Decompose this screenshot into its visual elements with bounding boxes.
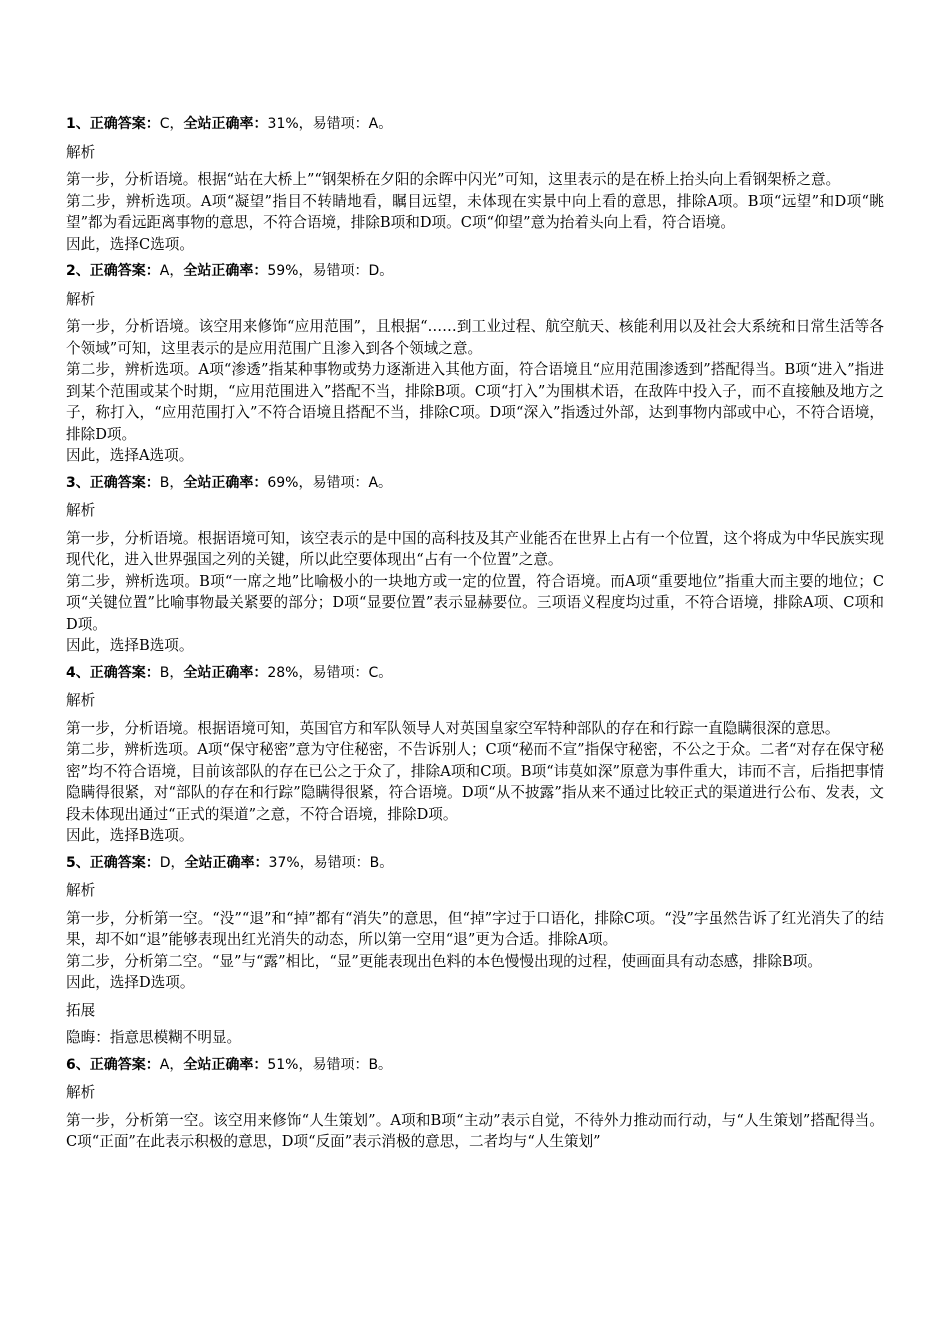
answer-header: 2、正确答案：A，全站正确率：59%，易错项：D。: [66, 263, 394, 279]
extension-label: 拓展: [66, 1001, 96, 1019]
conclusion: 因此，选择B选项。: [66, 827, 194, 844]
analysis-label: 解析: [66, 502, 96, 519]
analysis-paragraph: 第一步，分析第一空。该空用来修饰“人生策划”。A项和B项“主动”表示自觉，不待外力推动而行动，与“人生策划”搭配得当。C项“正面”在此表示积极的意思，D项“反面”表示消极的意思，二者均与“人生策划”: [66, 1111, 884, 1150]
analysis-paragraph: 第二步，辨析选项。A项“渗透”指某种事物或势力逐渐进入其他方面，符合语境且“应用范围渗透到”搭配得当。B项“进入”指进到某个范围或某个时期，“应用范围进入”搭配不当，排除B项。C项“打入”为围棋术语，在敌阵中投入子，而不直接触及地方之子，称打入，“应用范围打入”不符合语境且搭配不当，排除C项。D项“深入”指透过外部，达到事物内部或中心，不符合语境，排除D项。: [66, 361, 884, 443]
analysis-label: 解析: [66, 882, 96, 899]
question-4: [66, 663, 884, 847]
analysis-paragraph: 第二步，辨析选项。A项“凝望”指目不转睛地看，瞩目远望，未体现在实景中向上看的意思，排除A项。B项“远望”和D项“眺望”都为看远距离事物的意思，不符合语境，排除B项和D项。C项“仰望”意为抬着头向上看，符合语境。: [66, 192, 884, 231]
analysis-paragraph: 第二步，辨析选项。A项“保守秘密”意为守住秘密，不告诉别人；C项“秘而不宣”指保守秘密，不公之于众。二者“对存在保守秘密”均不符合语境，目前该部队的存在已公之于众了，排除A项和C项。B项“讳莫如深”原意为事件重大，讳而不言，后指把事情隐瞒得很紧，对“部队的存在和行踪”隐瞒得很紧，符合语境。D项“从不披露”指从来不通过比较正式的渠道进行公布、发表，文段未体现出通过“正式的渠道”之意，不符合语境，排除D项。: [66, 741, 884, 823]
analysis-label: 解析: [66, 1084, 96, 1101]
analysis-paragraph: 第二步，分析第二空。“显”与“露”相比，“显”更能表现出色料的本色慢慢出现的过程，使画面具有动态感，排除B项。: [66, 952, 822, 970]
analysis-paragraph: 第一步，分析语境。根据语境可知，英国官方和军队领导人对英国皇家空军特种部队的存在和行踪一直隐瞒很深的意思。: [66, 719, 840, 737]
answer-header: 1、正确答案：C，全站正确率：31%，易错项：A。: [66, 116, 393, 132]
analysis-paragraph: 第一步，分析语境。该空用来修饰“应用范围”，且根据“……到工业过程、航空航天、核能利用以及社会大系统和日常生活等各个领域”可知，这里表示的是应用范围广且渗入到各个领域之意。: [66, 318, 884, 357]
conclusion: 因此，选择C选项。: [66, 235, 194, 253]
answer-header: 3、正确答案：B，全站正确率：69%，易错项：A。: [66, 474, 393, 491]
extension-paragraph: 隐晦：指意思模糊不明显。: [66, 1029, 242, 1046]
conclusion: 因此，选择B选项。: [66, 637, 194, 654]
analysis-label: 解析: [66, 290, 96, 308]
question-3: [66, 473, 884, 657]
answer-header: 6、正确答案：A，全站正确率：51%，易错项：B。: [66, 1056, 393, 1073]
conclusion: 因此，选择D选项。: [66, 974, 195, 991]
answer-header: 4、正确答案：B，全站正确率：28%，易错项：C。: [66, 664, 393, 681]
question-5: [66, 853, 884, 1049]
answer-header: 5、正确答案：D，全站正确率：37%，易错项：B。: [66, 854, 394, 871]
analysis-paragraph: 第二步，辨析选项。B项“一席之地”比喻极小的一块地方或一定的位置，符合语境。而A项“重要地位”指重大而主要的地位；C项“关键位置”比喻事物最关紧要的部分；D项“显要位置”表示显赫要位。三项语义程度均过重，不符合语境，排除A项、C项和D项。: [66, 572, 884, 633]
analysis-label: 解析: [66, 143, 96, 161]
question-2: [66, 261, 884, 467]
analysis-paragraph: 第一步，分析语境。根据“站在大桥上”“钢架桥在夕阳的余晖中闪光”可知，这里表示的是在桥上抬头向上看钢架桥之意。: [66, 171, 841, 188]
analysis-paragraph: 第一步，分析第一空。“没”“退”和“掉”都有“消失”的意思，但“掉”字过于口语化，排除C项。“没”字虽然告诉了红光消失了的结果，却不如“退”能够表现出红光消失的动态，所以第一空用“退”更为合适。排除A项。: [66, 909, 884, 948]
analysis-label: 解析: [66, 692, 96, 709]
conclusion: 因此，选择A选项。: [66, 447, 194, 464]
analysis-paragraph: 第一步，分析语境。根据语境可知，该空表示的是中国的高科技及其产业能否在世界上占有一个位置，这个将成为中华民族实现现代化，进入世界强国之列的关键，所以此空要体现出“占有一个位置”之意。: [66, 529, 884, 568]
question-1: [66, 114, 884, 255]
question-6: [66, 1055, 884, 1153]
